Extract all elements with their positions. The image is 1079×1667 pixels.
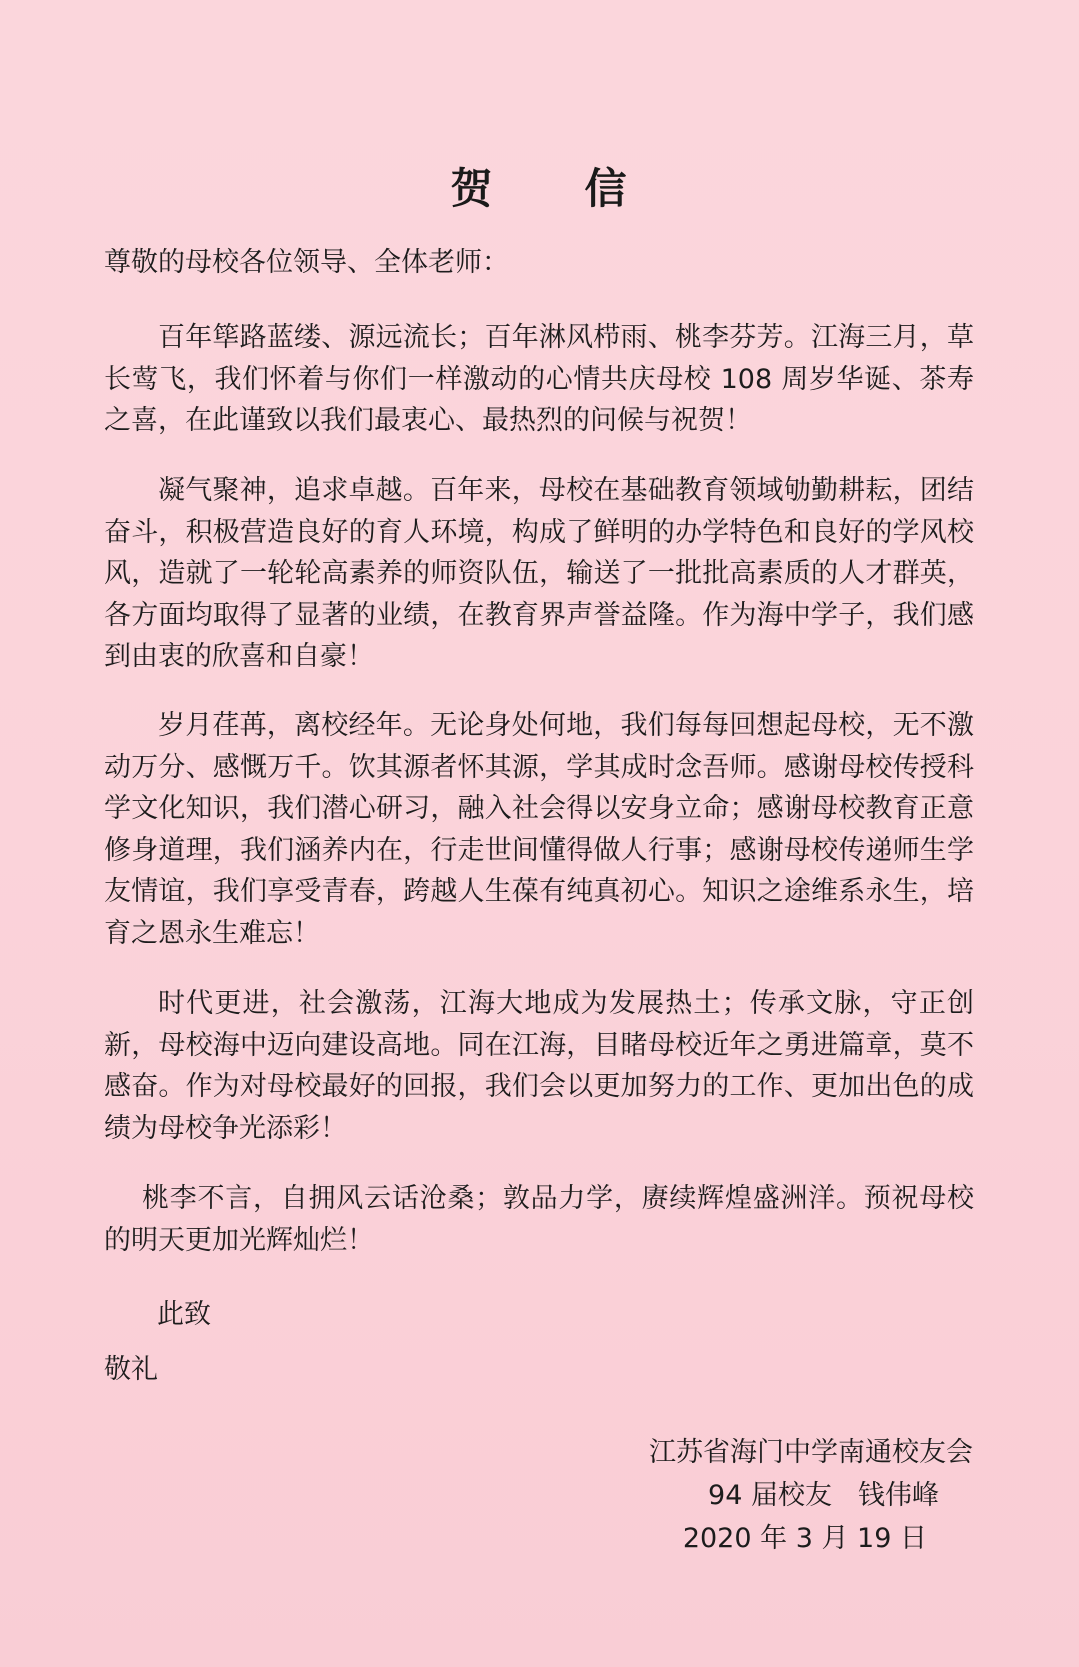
paragraph-4: 时代更进，社会激荡，江海大地成为发展热土；传承文脉，守正创新，母校海中迈向建设高地。同在江海，目睹母校近年之勇进篇章，莫不感奋。作为对母校最好的回报，我们会以更加努力的工作、更加出色的成绩为母校争光添彩！	[104, 988, 974, 1144]
signature-organization: 江苏省海门中学南通校友会	[649, 1437, 973, 1468]
salutation: 尊敬的母校各位领导、全体老师：	[104, 247, 509, 278]
signature-name: 钱伟峰	[858, 1480, 939, 1511]
paragraph-3: 岁月荏苒，离校经年。无论身处何地，我们每每回想起母校，无不激动万分、感慨万千。饮其源者怀其源，学其成时念吾师。感谢母校传授科学文化知识，我们潜心研习，融入社会得以安身立命；感谢母校教育正意修身道理，我们涵养内在，行走世间懂得做人行事；感谢母校传递师生学友情谊，我们享受青春，跨越人生葆有纯真初心。知识之途维系永生，培育之恩永生难忘！	[104, 710, 974, 949]
title-char-2: 信	[584, 164, 629, 213]
signature-date: 2020 年 3 月 19 日	[682, 1523, 927, 1554]
letter-title	[0, 156, 1079, 216]
paragraph-1: 百年筚路蓝缕、源远流长；百年淋风栉雨、桃李芬芳。江海三月，草长莺飞，我们怀着与你们一样激动的心情共庆母校 108 周岁华诞、茶寿之喜，在此谨致以我们最衷心、最热烈的问候与祝贺！	[104, 322, 974, 436]
title-char-1: 贺	[450, 164, 495, 213]
closing-ci-zhi: 此致	[157, 1299, 211, 1330]
paragraph-5: 桃李不言，自拥风云话沧桑；敦品力学，赓续辉煌盛洲洋。预祝母校的明天更加光辉灿烂！	[104, 1183, 974, 1256]
signature-class: 94 届校友	[708, 1480, 832, 1511]
closing-jing-li: 敬礼	[104, 1354, 158, 1385]
paragraph-2: 凝气聚神，追求卓越。百年来，母校在基础教育领域劬勤耕耘，团结奋斗，积极营造良好的育人环境，构成了鲜明的办学特色和良好的学风校风，造就了一轮轮高素养的师资队伍，输送了一批批高素质的人才群英，各方面均取得了显著的业绩，在教育界声誉益隆。作为海中学子，我们感到由衷的欣喜和自豪！	[104, 475, 974, 672]
signature-author	[708, 1473, 939, 1512]
